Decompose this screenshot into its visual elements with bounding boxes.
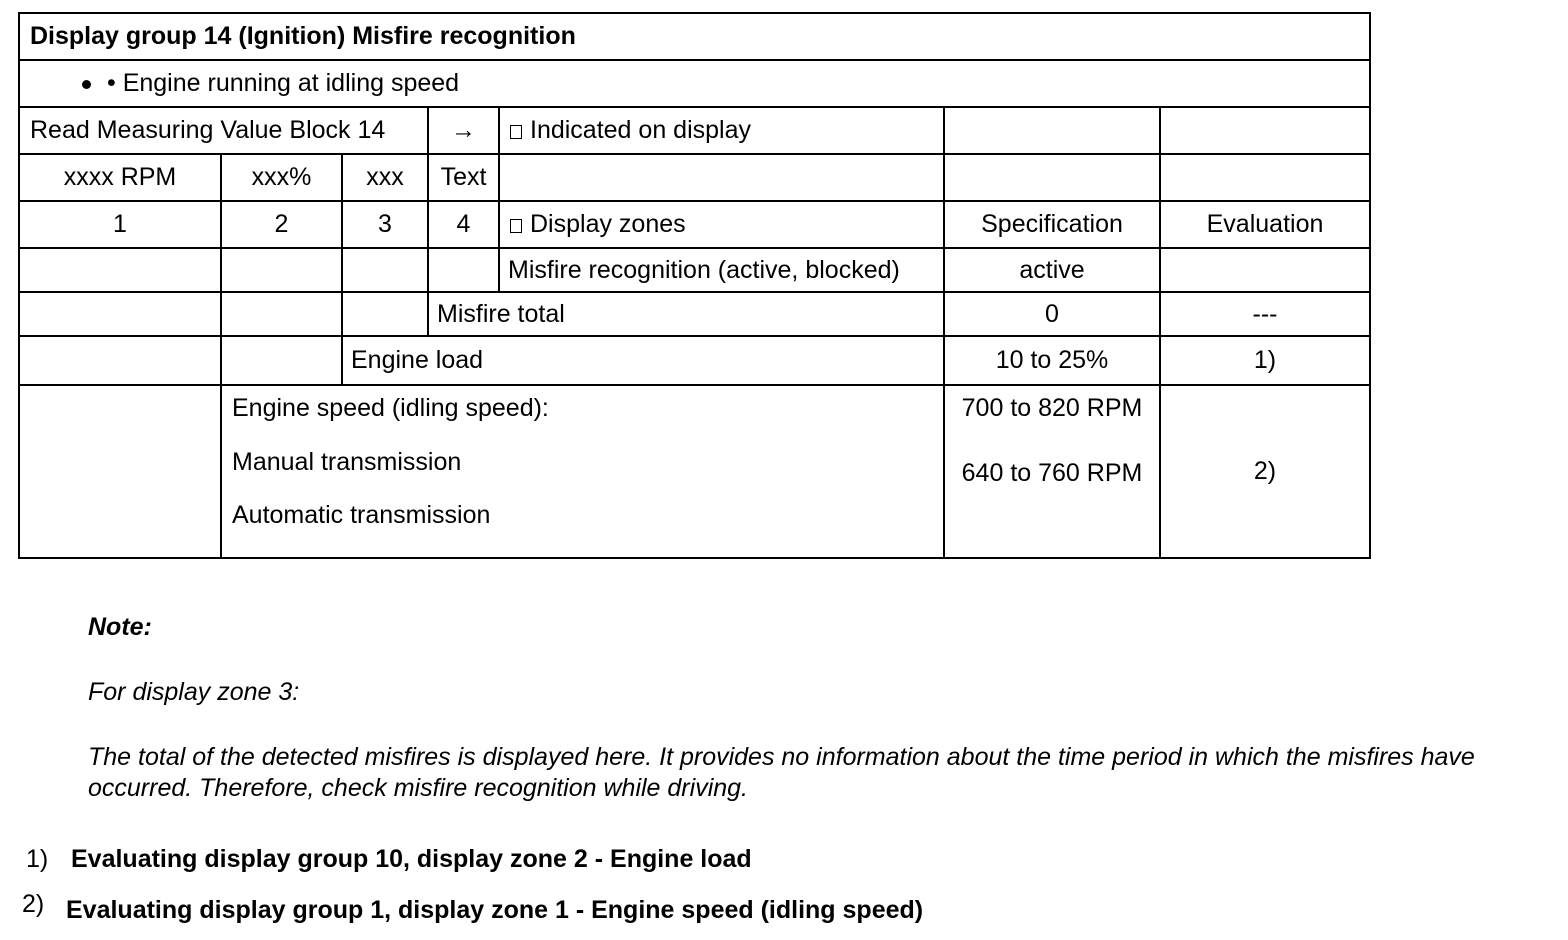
- display-zones-cell: [499, 201, 944, 248]
- empty-cell: [221, 292, 342, 336]
- table-title: Display group 14 (Ignition) Misfire recognition: [19, 13, 1370, 60]
- condition-text: • Engine running at idling speed: [107, 69, 460, 97]
- empty-cell: [221, 336, 342, 385]
- misfire-total-label: Misfire total: [428, 292, 944, 336]
- manual-transmission-label: Manual transmission: [232, 447, 462, 476]
- engine-speed-eval: 2): [1160, 385, 1370, 558]
- note-heading: Note:: [88, 613, 152, 641]
- engine-speed-label: Engine speed (idling speed):: [232, 394, 549, 422]
- empty-cell: [499, 154, 944, 201]
- empty-cell: [19, 292, 221, 336]
- note-zone: For display zone 3:: [88, 678, 300, 706]
- engine-speed-spec-cell: [944, 385, 1160, 558]
- engine-speed-cell: [221, 385, 944, 558]
- display-zones-label: Display zones: [530, 210, 686, 238]
- empty-cell: [342, 248, 428, 292]
- empty-cell: [944, 107, 1160, 154]
- misfire-total-spec: 0: [944, 292, 1160, 336]
- checkbox-icon: [510, 219, 522, 233]
- condition-row: [19, 60, 1370, 107]
- indicated-cell: [499, 107, 944, 154]
- unit-cell: Text: [428, 154, 499, 201]
- unit-cell: xxxx RPM: [19, 154, 221, 201]
- misfire-recognition-spec: active: [944, 248, 1160, 292]
- note-text: The total of the detected misfires is displayed here. It provides no information about the time period in which the misfires have occurred. Therefore, check misfire recognition while driving.: [88, 743, 1475, 802]
- empty-cell: [19, 385, 221, 558]
- indicated-label: Indicated on display: [530, 116, 751, 144]
- engine-load-eval: 1): [1160, 336, 1370, 385]
- unit-cell: xxx%: [221, 154, 342, 201]
- checkbox-icon: [510, 125, 522, 139]
- empty-cell: [19, 248, 221, 292]
- engine-load-label: Engine load: [342, 336, 944, 385]
- empty-cell: [428, 248, 499, 292]
- specification-header: Specification: [944, 201, 1160, 248]
- engine-load-spec: 10 to 25%: [944, 336, 1160, 385]
- unit-cell: xxx: [342, 154, 428, 201]
- misfire-recognition-label: Misfire recognition (active, blocked): [499, 248, 944, 292]
- measuring-value-table: [18, 12, 1371, 559]
- empty-cell: [1160, 154, 1370, 201]
- engine-speed-spec-manual: 700 to 820 RPM: [961, 394, 1143, 422]
- footnote-text: Evaluating display group 10, display zone 2 - Engine load: [71, 845, 752, 873]
- evaluation-header: Evaluation: [1160, 201, 1370, 248]
- zone-number: 2: [221, 201, 342, 248]
- empty-cell: [944, 154, 1160, 201]
- footnote-2: [22, 890, 924, 925]
- misfire-total-eval: ---: [1160, 292, 1370, 336]
- empty-cell: [1160, 107, 1370, 154]
- footnote-number: 1): [26, 845, 49, 873]
- zone-number: 1: [19, 201, 221, 248]
- engine-speed-spec-automatic: 640 to 760 RPM: [961, 459, 1143, 487]
- empty-cell: [342, 292, 428, 336]
- empty-cell: [221, 248, 342, 292]
- empty-cell: [19, 336, 221, 385]
- footnote-text: Evaluating display group 1, display zone 1 - Engine speed (idling speed): [66, 896, 924, 924]
- zone-number: 3: [342, 201, 428, 248]
- footnote-number: 2): [22, 890, 45, 918]
- read-block-label: Read Measuring Value Block 14: [19, 107, 428, 154]
- footnote-1: [26, 845, 752, 874]
- misfire-recognition-eval: [1160, 248, 1370, 292]
- note-block: [88, 612, 1548, 804]
- zone-number: 4: [428, 201, 499, 248]
- arrow-right-icon: →: [428, 107, 499, 154]
- automatic-transmission-label: Automatic transmission: [232, 501, 491, 529]
- bullet-icon: [82, 80, 91, 89]
